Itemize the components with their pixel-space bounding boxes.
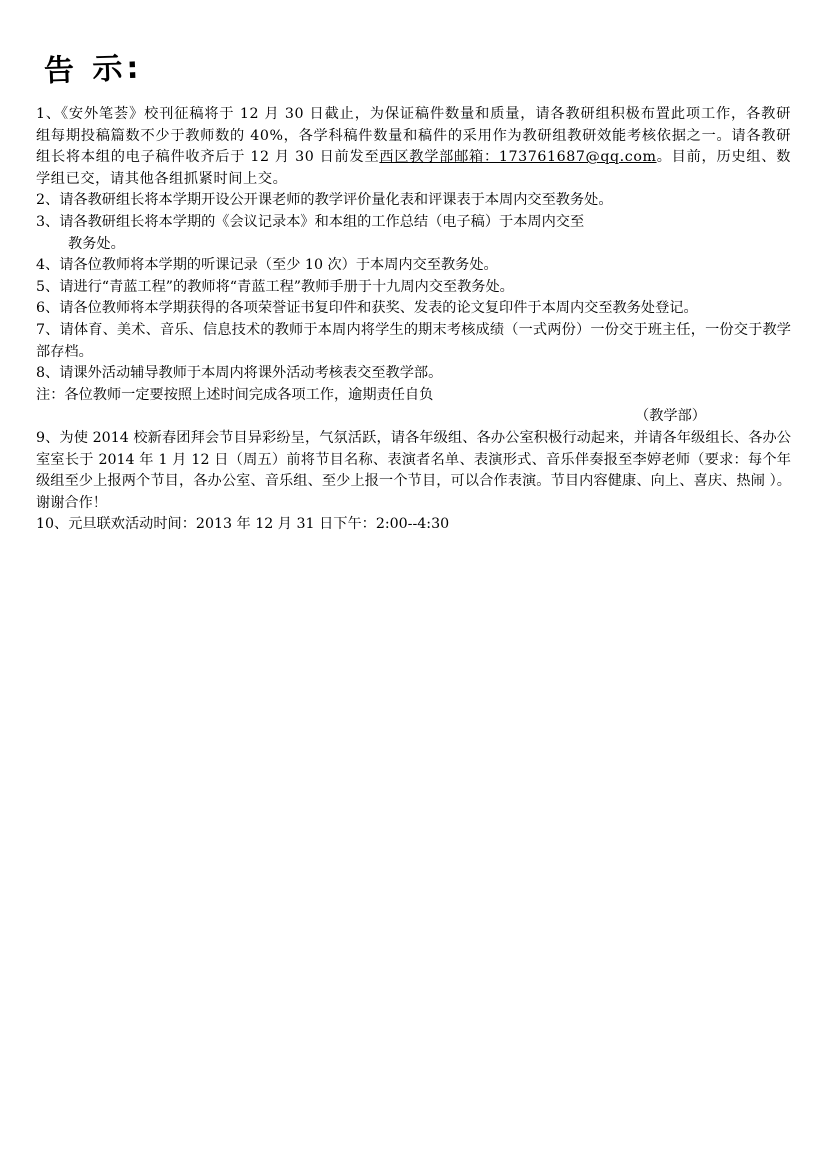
- notice-item-3: [36, 212, 791, 255]
- notice-body: [36, 104, 791, 536]
- notice-note: 注：各位教师一定要按照上述时间完成各项工作，逾期责任自负: [36, 386, 434, 403]
- notice-item-4: 4、请各位教师将本学期的听课记录（至少 10 次）于本周内交至教务处。: [36, 257, 498, 274]
- notice-item-3-text: 3、请各教研组长将本学期的《会议记录本》和本组的工作总结（电子稿）于本周内交至: [36, 213, 585, 230]
- notice-item-8: 8、请课外活动辅导教师于本周内将课外活动考核表交至教学部。: [36, 365, 443, 382]
- notice-item-7: 7、请体育、美术、音乐、信息技术的教师于本周内将学生的期末考核成绩（一式两份）一份交于班主任，一份交于教学部存档。: [36, 321, 791, 360]
- notice-item-2: 2、请各教研组长将本学期开设公开课老师的教学评价量化表和评课表于本周内交至教务处。: [36, 192, 613, 209]
- notice-item-3-continuation: 教务处。: [68, 235, 125, 252]
- notice-item-1-text: 1、《安外笔荟》校刊征稿将于 12 月 30 日截止，为保证稿件数量和质量，请各教研组积极布置此项工作，各教研组每期投稿篇数不少于教师数的 40%，各学科稿件数量和稿件的采用作为教研组教研效能考核依据之一。请各教研组长将本组的电子稿件收齐后于 12 月 30 日前发至: [36, 106, 791, 166]
- notice-item-10: 10、元旦联欢活动时间：2013 年 12 月 31 日下午：2:00--4:30: [36, 516, 450, 533]
- notice-item-5: 5、请进行“青蓝工程”的教师将“青蓝工程”教师手册于十九周内交至教务处。: [36, 278, 514, 295]
- notice-signature: （教学部）: [635, 408, 706, 425]
- notice-heading: 告 示:: [43, 50, 143, 89]
- notice-item-1: [36, 104, 791, 190]
- email-address: 西区教学部邮箱：173761687@qq.com: [379, 149, 657, 166]
- notice-item-6: 6、请各位教师将本学期获得的各项荣誉证书复印件和获奖、发表的论文复印件于本周内交至教务处登记。: [36, 300, 698, 317]
- notice-item-1-tail: 。目前，历史组、数学组已交，请其他各组抓紧时间上交。: [36, 149, 791, 187]
- notice-item-9: 9、为使 2014 校新春团拜会节目异彩纷呈，气氛活跃，请各年级组、各办公室积极行动起来，并请各年级组长、各办公室室长于 2014 年 1 月 12 日（周五）前将节目名称、表演者名单、表演形式、音乐伴奏报至李婷老师（要求：每个年级组至少上报两个节目，各办公室、音乐组、至少上报一个节目，可以合作表演。节目内容健康、向上、喜庆、热闹 ）。谢谢合作！: [36, 429, 791, 511]
